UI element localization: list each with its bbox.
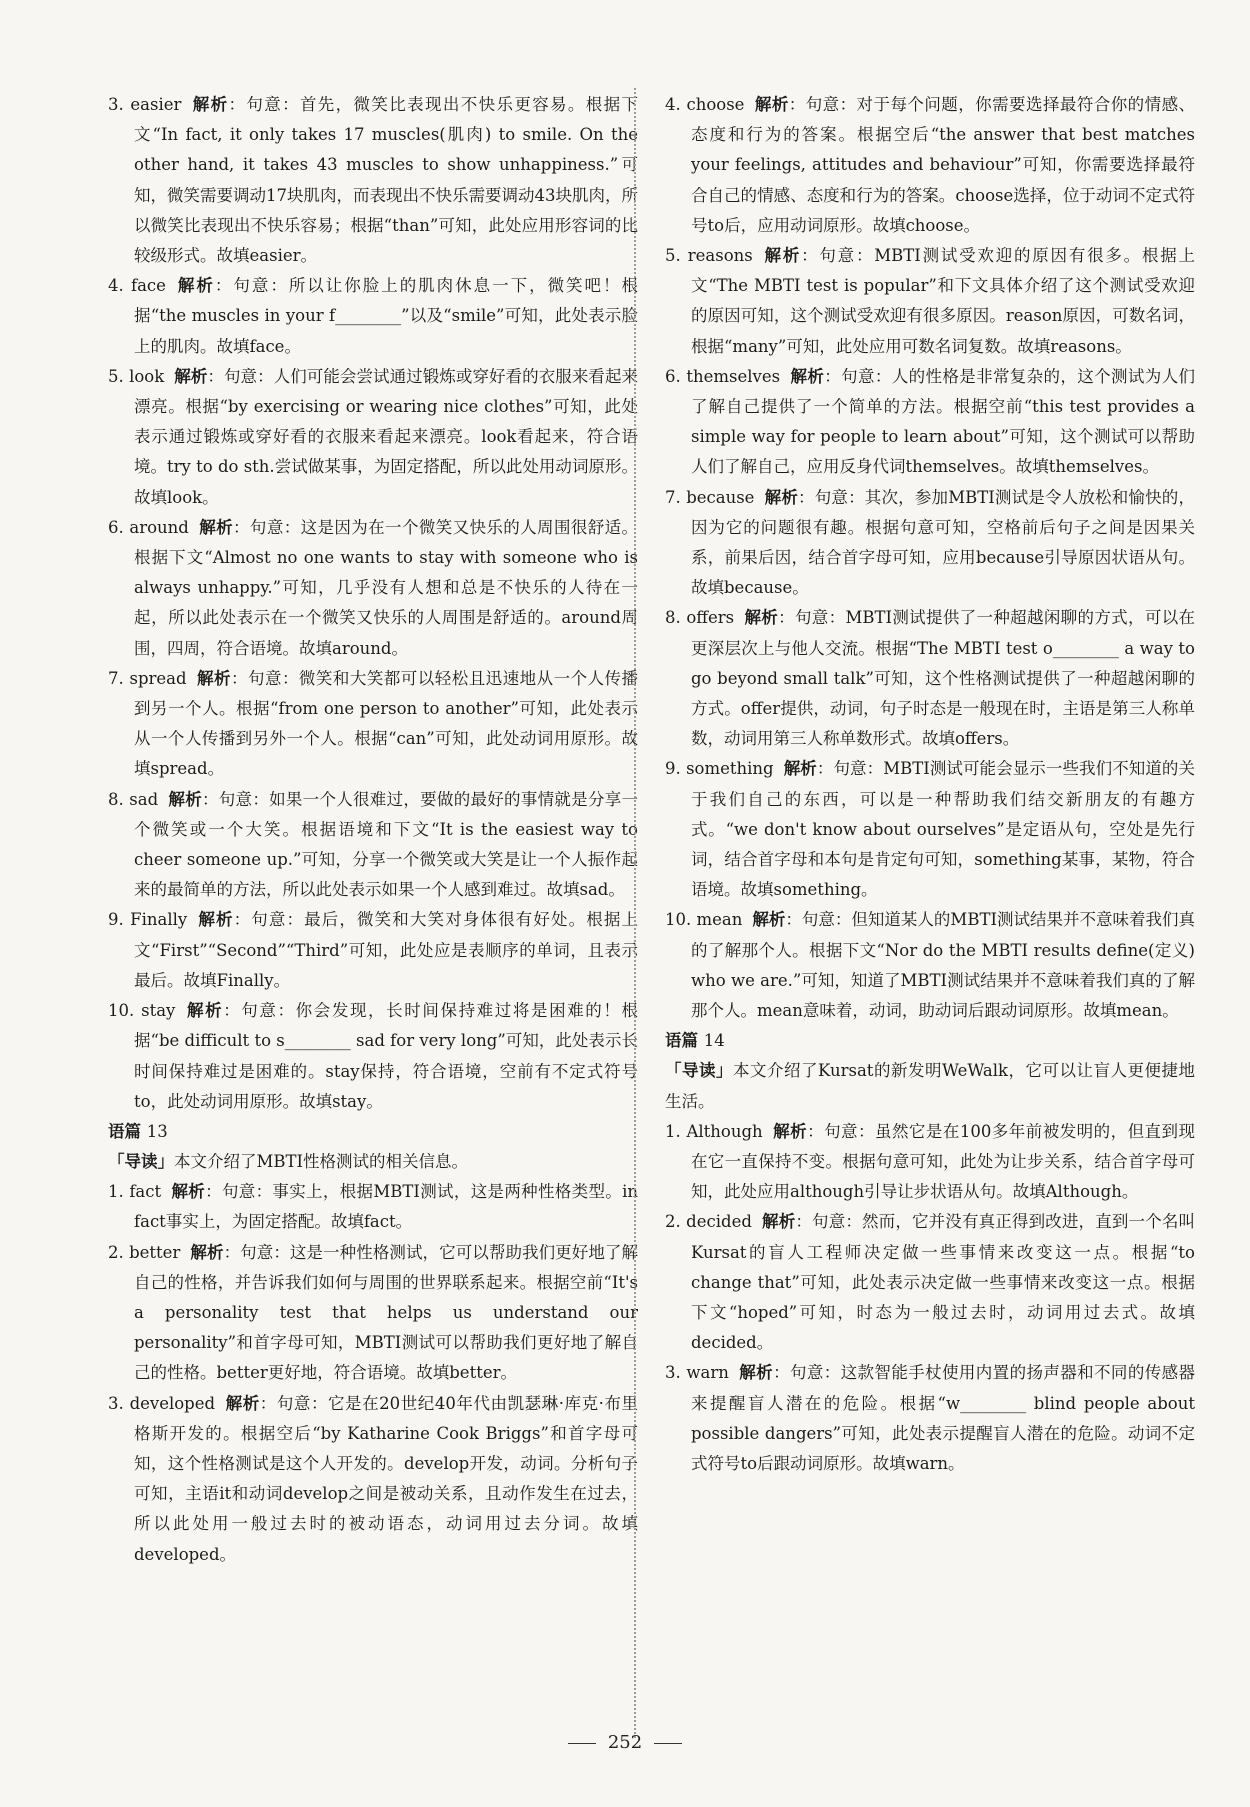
entry-number: 10. — [108, 1001, 135, 1021]
entry-explanation: ：句意：MBTI测试可能会显示一些我们不知道的关于我们自己的东西，可以是一种帮助我们结交新朋友的有趣方式。“we don't know about ourselves”是定语从句，空处是先行词，结合首字母和本句是肯定句可知，something某事，某物，符合语境。故填something。 — [691, 759, 1196, 900]
entry-explanation: ：句意：这款智能手杖使用内置的扬声器和不同的传感器来提醒盲人潜在的危险。根据“w________ blind people about possible dangers”可知，此处表示提醒盲人潜在的危险。动词不定式符号to后跟动词原形。故填warn。 — [691, 1363, 1196, 1473]
answer-entry — [665, 1207, 1195, 1358]
entry-answer: face — [130, 276, 166, 296]
answer-entry — [665, 1358, 1195, 1479]
answer-entry — [108, 1389, 638, 1570]
entry-tag: 解析 — [754, 95, 789, 114]
entry-number: 1. — [665, 1121, 681, 1141]
entry-tag: 解析 — [744, 608, 779, 628]
entry-number: 9. — [665, 759, 681, 779]
entry-answer: decided — [686, 1212, 752, 1232]
entry-number: 3. — [108, 95, 124, 114]
entry-tag: 解析 — [198, 517, 234, 537]
entry-explanation: ：句意：事实上，根据MBTI测试，这是两种性格类型。in fact事实上，为固定搭配。故填fact。 — [134, 1182, 638, 1232]
page-number: 252 — [0, 1732, 1250, 1753]
entry-tag: 解析 — [190, 1242, 224, 1262]
entry-tag: 解析 — [175, 276, 215, 296]
entry-number: 3. — [108, 1393, 124, 1413]
entry-explanation: ：句意：所以让你脸上的肌肉休息一下，微笑吧！根据“the muscles in your f________”以及“smile”可知，此处表示脸上的肌肉。故填face。 — [134, 276, 639, 356]
right-column — [665, 90, 1195, 1479]
entry-answer: look — [129, 366, 165, 386]
entry-tag: 解析 — [772, 1121, 808, 1141]
entry-tag: 解析 — [738, 1363, 774, 1383]
entry-explanation: ：句意：MBTI测试受欢迎的原因有很多。根据上文“The MBTI test is popular”和下文具体介绍了这个测试受欢迎的原因可知，这个测试受欢迎有很多原因。reason原因，可数名词，根据“many”可知，此处应用可数名词复数。故填reasons。 — [691, 246, 1195, 356]
entry-tag: 解析 — [171, 1182, 206, 1202]
entry-number: 7. — [108, 668, 124, 688]
entry-explanation: ：句意：虽然它是在100多年前被发明的，但直到现在它一直保持不变。根据句意可知，此处为让步关系，结合首字母可知，此处应用although引导让步状语从句。故填Although。 — [691, 1121, 1195, 1202]
entry-number: 4. — [665, 95, 681, 114]
entry-answer: mean — [696, 910, 743, 930]
entry-explanation: ：句意：这是因为在一个微笑又快乐的人周围很舒适。根据下文“Almost no one wants to stay with someone who is always unhappy.”可知，几乎没有人想和总是不快乐的人待在一起，所以此处表示在一个微笑又快乐的人周围是舒适的。around周围，四周，符合语境。故填around。 — [134, 517, 639, 658]
entry-explanation: ：句意：然而，它并没有真正得到改进，直到一个名叫Kursat的盲人工程师决定做一些事情来改变这一点。根据“to change that”可知，此处表示决定做一些事情来改变这一点。根据下文“hoped”可知，时态为一般过去时，动词用过去式。故填decided。 — [691, 1212, 1196, 1353]
entry-tag: 解析 — [191, 95, 229, 114]
entry-answer: developed — [129, 1393, 216, 1413]
entry-answer: easier — [130, 95, 182, 114]
answer-entry — [665, 754, 1195, 905]
entry-explanation: ：句意：人的性格是非常复杂的，这个测试为人们了解自己提供了一个简单的方法。根据空前“this test provides a simple way for people to learn about”可知，这个测试可以帮助人们了解自己，应用反身代词themselves。故填themselves。 — [691, 366, 1196, 477]
section-heading-13: 语篇 13 — [108, 1121, 168, 1141]
answer-entry — [108, 362, 638, 513]
entry-number: 8. — [665, 608, 681, 628]
entry-number: 4. — [108, 276, 124, 296]
entry-number: 1. — [108, 1182, 124, 1202]
entry-number: 2. — [665, 1212, 681, 1232]
answer-entry — [108, 905, 638, 996]
entry-answer: reasons — [687, 246, 753, 266]
right-entries-top — [665, 90, 1195, 1026]
answer-entry — [665, 905, 1195, 1026]
entry-tag: 解析 — [764, 487, 799, 507]
answer-entry — [665, 241, 1195, 362]
entry-explanation: ：句意：MBTI测试提供了一种超越闲聊的方式，可以在更深层次上与他人交流。根据“The MBTI test o________ a way to go beyond small talk”可知，这个性格测试提供了一种超越闲聊的方式。offer提供，动词，句子时态是一般现在时，主语是第三人称单数，动词用第三人称单数形式。故填offers。 — [691, 608, 1196, 749]
answer-entry — [665, 603, 1195, 754]
entry-tag: 解析 — [762, 246, 802, 266]
entry-explanation: ：句意：这是一种性格测试，它可以帮助我们更好地了解自己的性格，并告诉我们如何与周围的世界联系起来。根据空前“It's a personality test that helps us understand our personality”和首字母可知，MBTI测试可以帮助我们更好地了解自己的性格。better更好地，符合语境。故填better。 — [134, 1242, 639, 1383]
entry-answer: Although — [686, 1121, 763, 1141]
entry-tag: 解析 — [783, 759, 817, 779]
entry-number: 5. — [108, 366, 124, 386]
answer-entry — [108, 90, 638, 271]
left-entries-bottom — [108, 1177, 638, 1570]
entry-explanation: ：句意：它是在20世纪40年代由凯瑟琳·库克·布里格斯开发的。根据空后“by Katharine Cook Briggs”和首字母可知，这个性格测试是这个人开发的。develop开发，动词。分析句子可知，主语it和动词develop之间是被动关系，且动作发生在过去，所以此处用一般过去时的被动语态，动词用过去分词。故填developed。 — [134, 1393, 639, 1564]
section-heading-14: 语篇 14 — [665, 1031, 725, 1051]
entry-explanation: ：句意：你会发现，长时间保持难过将是困难的！根据“be difficult to s________ sad for very long”可知，此处表示长时间保持难过是困难的。stay保持，符合语境，空前有不定式符号to，此处动词用原形。故填stay。 — [134, 1001, 639, 1111]
entry-answer: sad — [129, 789, 159, 809]
entry-number: 2. — [108, 1242, 124, 1262]
entry-answer: stay — [141, 1001, 176, 1021]
entry-number: 5. — [665, 246, 681, 266]
entry-explanation: ：句意：如果一个人很难过，要做的最好的事情就是分享一个微笑或一个大笑。根据语境和下文“It is the easiest way to cheer someone up.”可知，分享一个微笑或大笑是让一个人振作起来的最简单的方法，所以此处表示如果一个人感到难过。故填sad。 — [134, 789, 639, 900]
right-entries-bottom — [665, 1117, 1195, 1479]
entry-explanation: ：句意：人们可能会尝试通过锻炼或穿好看的衣服来看起来漂亮。根据“by exercising or wearing nice clothes”可知，此处表示通过锻炼或穿好看的衣服来看起来漂亮。look看起来，符合语境。try to do sth.尝试做某事，为固定搭配，所以此处用动词原形。故填look。 — [134, 366, 639, 507]
entry-answer: around — [129, 517, 189, 537]
answer-entry — [108, 664, 638, 785]
entry-explanation: ：句意：微笑和大笑都可以轻松且迅速地从一个人传播到另一个人。根据“from one person to another”可知，此处表示从一个人传播到另外一个人。根据“can”可知，此处动词用原形。故填spread。 — [134, 668, 639, 779]
answer-entry — [108, 996, 638, 1117]
entry-number: 10. — [665, 910, 692, 930]
entry-explanation: ：句意：首先，微笑比表现出不快乐更容易。根据下文“In fact, it only takes 17 muscles(肌肉) to smile. On the other hand, it takes 43 muscles to show unhappiness.”可知，微笑需要调动17块肌肉，而表现出不快乐需要调动43块肌肉，所以微笑比表现出不快乐容易；根据“than”可知，此处应用形容词的比较级形式。故填easier。 — [134, 95, 639, 266]
answer-entry — [108, 785, 638, 906]
entry-answer: themselves — [686, 366, 781, 386]
entry-tag: 解析 — [225, 1393, 260, 1413]
answer-entry — [108, 1177, 638, 1237]
entry-answer: better — [129, 1242, 181, 1262]
answer-entry — [108, 1238, 638, 1389]
entry-tag: 解析 — [196, 668, 232, 688]
entry-explanation: ：句意：最后，微笑和大笑对身体很有好处。根据上文“First”“Second”“Third”可知，此处应是表顺序的单词，且表示最后。故填Finally。 — [134, 910, 639, 990]
entry-tag: 解析 — [185, 1001, 224, 1021]
entry-explanation: ：句意：对于每个问题，你需要选择最符合你的情感、态度和行为的答案。根据空后“the answer that best matches your feelings, attitudes and behaviour”可知，你需要选择最符合自己的情感、态度和行为的答案。choose选择，位于动词不定式符号to后，应用动词原形。故填choose。 — [691, 95, 1196, 235]
entry-tag: 解析 — [761, 1212, 796, 1232]
entry-answer: Finally — [130, 910, 188, 930]
entry-tag: 解析 — [174, 366, 208, 386]
entry-answer: offers — [686, 608, 735, 628]
entry-answer: fact — [129, 1182, 162, 1202]
entry-number: 3. — [665, 1363, 681, 1383]
answer-entry — [108, 271, 638, 362]
guide-13: 「导读」本文介绍了MBTI性格测试的相关信息。 — [108, 1151, 469, 1171]
entry-number: 7. — [665, 487, 681, 507]
entry-tag: 解析 — [168, 789, 202, 809]
answer-entry — [665, 483, 1195, 604]
entry-tag: 解析 — [752, 910, 786, 930]
entry-answer: warn — [686, 1363, 729, 1383]
entry-answer: something — [686, 759, 774, 779]
answer-entry — [665, 1117, 1195, 1208]
answer-entry — [108, 513, 638, 664]
left-column — [108, 90, 638, 1570]
entry-number: 8. — [108, 789, 124, 809]
entry-number: 6. — [108, 517, 124, 537]
entry-number: 9. — [108, 910, 124, 930]
entry-answer: choose — [686, 95, 745, 114]
left-entries-top — [108, 90, 638, 1117]
entry-number: 6. — [665, 366, 681, 386]
answer-entry — [665, 362, 1195, 483]
guide-14: 「导读」本文介绍了Kursat的新发明WeWalk，它可以让盲人更便捷地生活。 — [665, 1061, 1195, 1111]
entry-answer: because — [686, 487, 755, 507]
column-divider — [634, 88, 636, 1738]
entry-answer: spread — [129, 668, 187, 688]
entry-tag: 解析 — [197, 910, 234, 930]
entry-explanation: ：句意：但知道某人的MBTI测试结果并不意味着我们真的了解那个人。根据下文“Nor do the MBTI results define(定义) who we are.”可知，知道了MBTI测试结果并不意味着我们真的了解那个人。mean意味着，动词，助动词后跟动词原形。故填mean。 — [691, 910, 1195, 1021]
entry-tag: 解析 — [790, 366, 825, 386]
entry-explanation: ：句意：其次，参加MBTI测试是令人放松和愉快的，因为它的问题很有趣。根据句意可知，空格前后句子之间是因果关系，前果后因，结合首字母可知，应用because引导原因状语从句。故填because。 — [691, 487, 1195, 598]
answer-entry — [665, 90, 1195, 241]
